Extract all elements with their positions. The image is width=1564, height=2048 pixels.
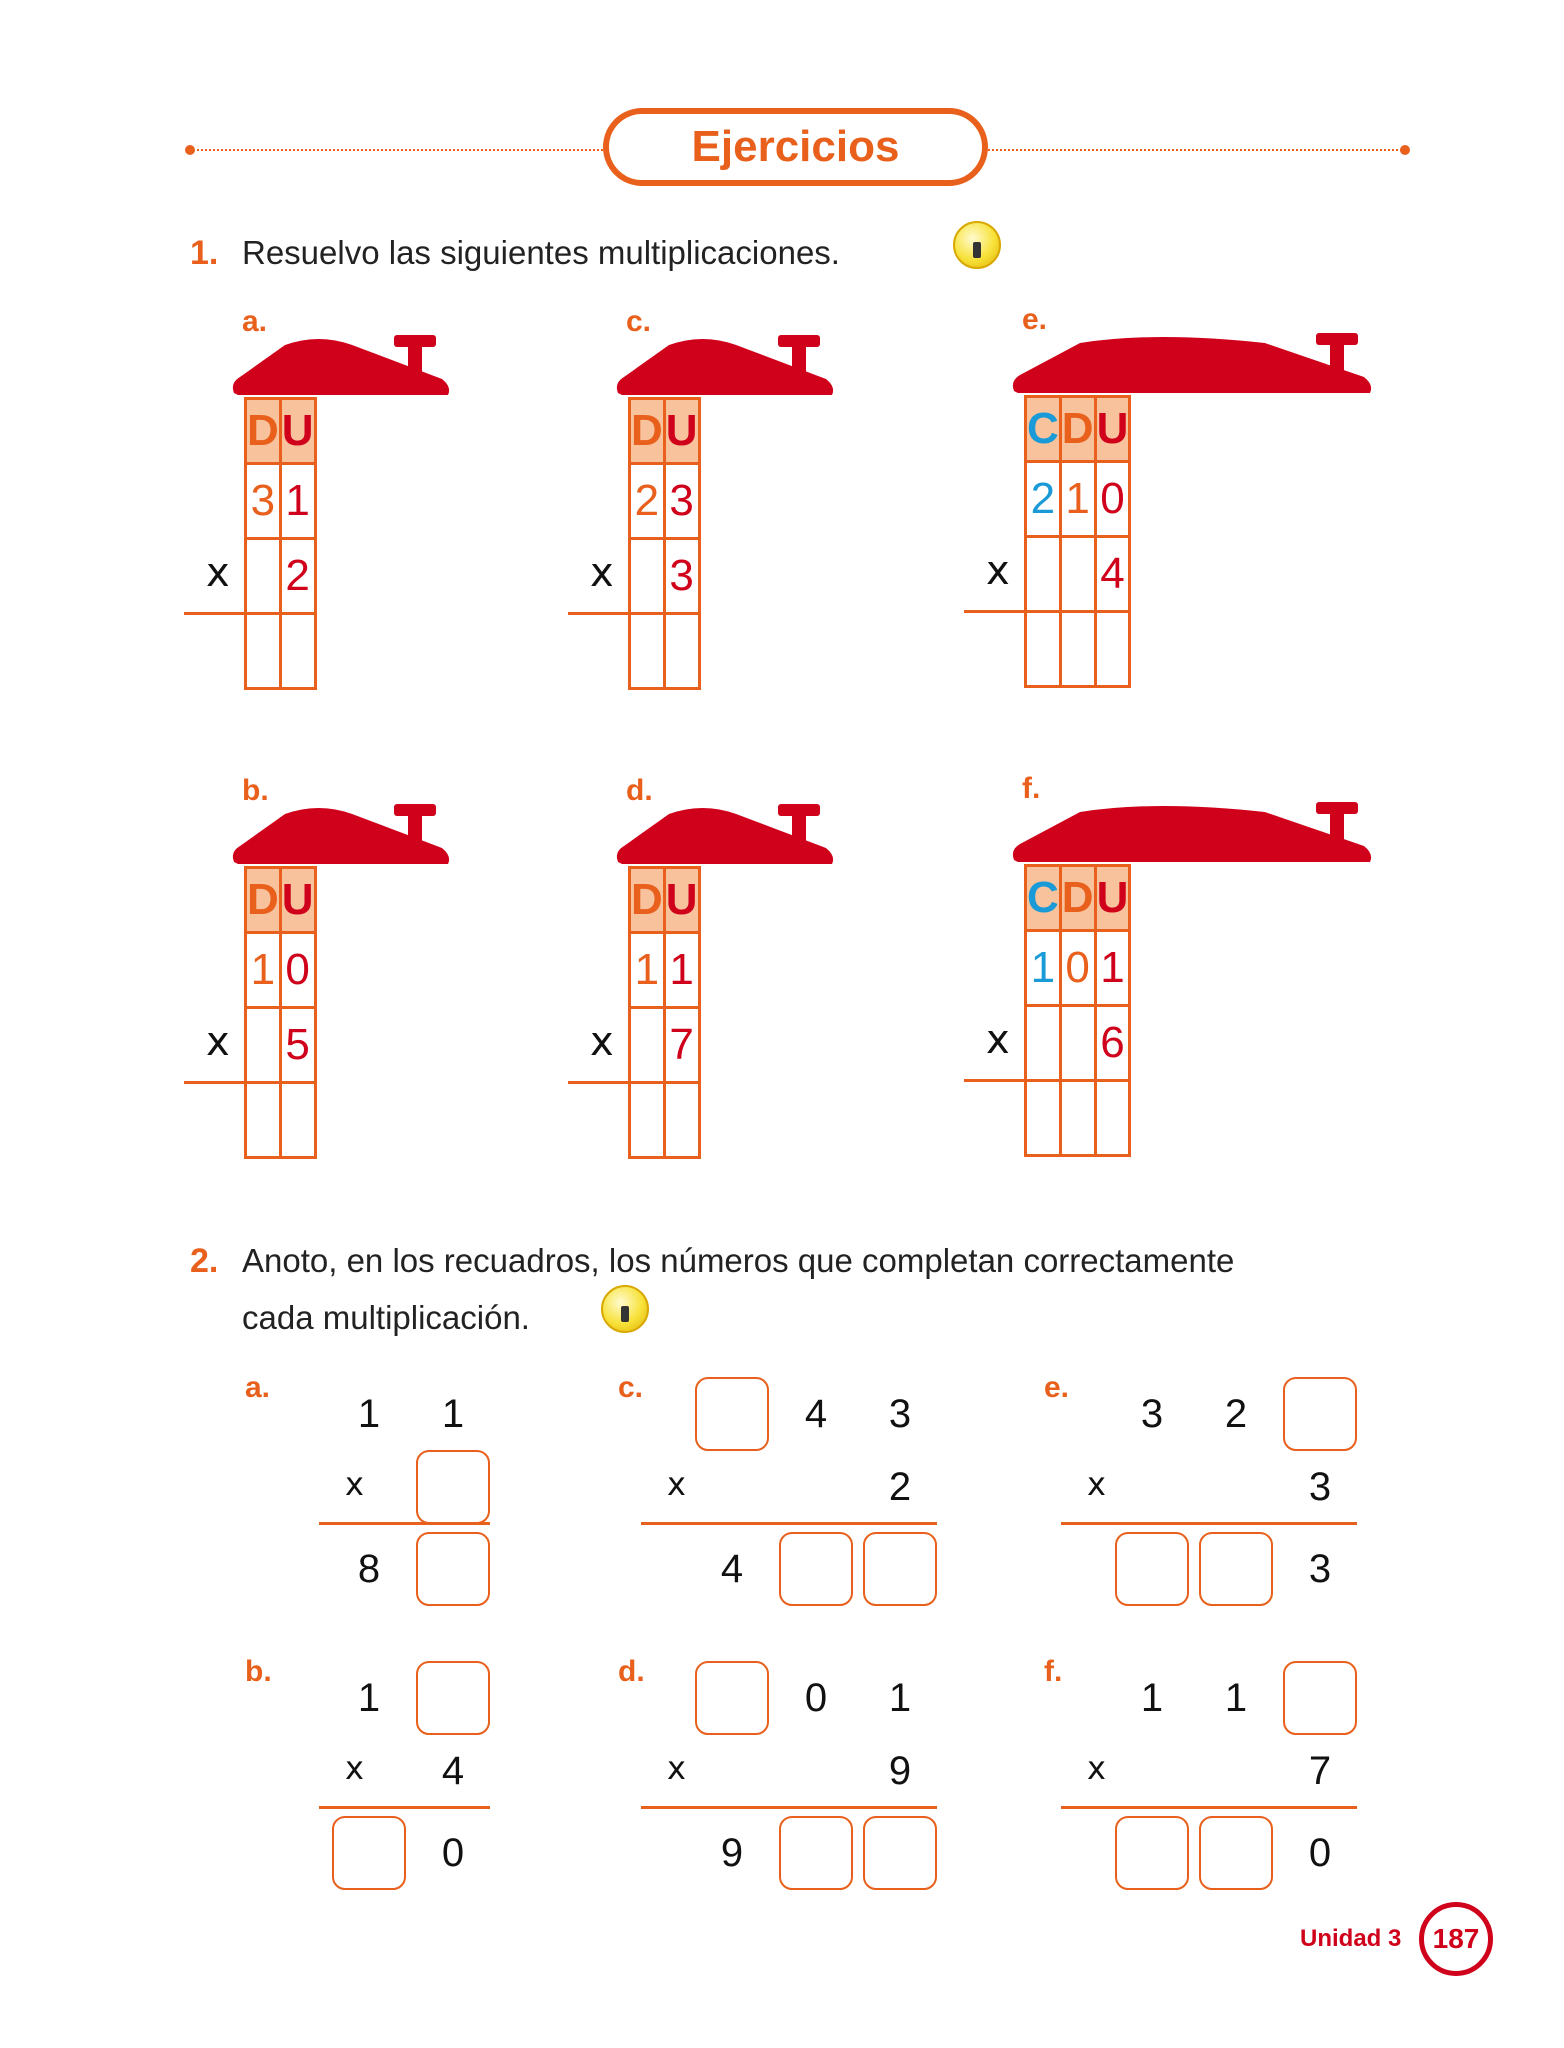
product-digit: 9 bbox=[720, 1830, 744, 1875]
house-roof-icon bbox=[1010, 331, 1374, 397]
multiplicand-cell: 2 bbox=[630, 464, 665, 539]
multiplier-cell bbox=[246, 1008, 281, 1083]
answer-box[interactable] bbox=[863, 1816, 937, 1890]
multiply-sign: x bbox=[667, 1749, 686, 1787]
multiplicand-cell-row bbox=[1026, 931, 1130, 1006]
multiply-sign: x bbox=[1087, 1749, 1106, 1787]
multiplier-cell: 3 bbox=[664, 539, 699, 614]
column-header: U bbox=[1095, 866, 1130, 931]
column-header: D bbox=[630, 868, 665, 933]
multiplier-digit: 2 bbox=[888, 1464, 912, 1509]
house-roof-icon bbox=[230, 333, 452, 399]
column-header: D bbox=[246, 868, 281, 933]
answer-cell[interactable] bbox=[280, 614, 315, 689]
multiplicand-digit: 4 bbox=[804, 1391, 828, 1436]
product-digit: 0 bbox=[1308, 1830, 1332, 1875]
answer-box[interactable] bbox=[1199, 1532, 1273, 1606]
answer-box[interactable] bbox=[1115, 1532, 1189, 1606]
multiplicand-cell-row bbox=[1026, 462, 1130, 537]
multiplier-cell bbox=[1060, 537, 1095, 612]
multiplier-cell-row bbox=[1026, 537, 1130, 612]
multiply-sign: x bbox=[345, 1465, 364, 1503]
multiply-sign: x bbox=[206, 1019, 230, 1065]
answer-cell[interactable] bbox=[1026, 612, 1061, 687]
answer-cell[interactable] bbox=[1060, 1081, 1095, 1156]
multiplier-cell: 2 bbox=[280, 539, 315, 614]
underline bbox=[184, 612, 246, 615]
multiplicand-digit: 0 bbox=[804, 1675, 828, 1720]
multiplicand-cell: 1 bbox=[246, 933, 281, 1008]
multiply-sign: x bbox=[667, 1465, 686, 1503]
answer-box[interactable] bbox=[1115, 1816, 1189, 1890]
answer-cell[interactable] bbox=[1026, 1081, 1061, 1156]
place-value-table bbox=[1024, 395, 1131, 688]
multiply-sign: x bbox=[206, 550, 230, 596]
column-header: D bbox=[1060, 397, 1095, 462]
multiplicand-cell: 3 bbox=[246, 464, 281, 539]
multiplier-digit: 9 bbox=[888, 1748, 912, 1793]
section-title: Ejercicios bbox=[603, 108, 988, 186]
answer-cell-row bbox=[1026, 1081, 1130, 1156]
answer-box[interactable] bbox=[695, 1377, 769, 1451]
underline bbox=[641, 1806, 937, 1809]
exercise-2-number: 2. bbox=[190, 1242, 219, 1280]
multiplier-cell bbox=[246, 539, 281, 614]
house-label: c. bbox=[626, 305, 652, 338]
multiplicand-cell: 1 bbox=[1026, 931, 1061, 1006]
multiplier-cell-row bbox=[1026, 1006, 1130, 1081]
multiplicand-digit: 1 bbox=[1140, 1675, 1164, 1720]
multiplier-digit: 4 bbox=[441, 1748, 465, 1793]
underline bbox=[568, 1081, 630, 1084]
answer-cell-row bbox=[630, 614, 700, 689]
exercise-1-number: 1. bbox=[190, 234, 219, 272]
multiplicand-digit: 1 bbox=[441, 1391, 465, 1436]
lightbulb-icon bbox=[953, 221, 1001, 269]
column-header-row bbox=[630, 868, 700, 933]
answer-box[interactable] bbox=[416, 1450, 490, 1524]
multiplicand-digit: 1 bbox=[357, 1391, 381, 1436]
lightbulb-icon bbox=[601, 1285, 649, 1333]
multiply-sign: x bbox=[345, 1749, 364, 1787]
answer-cell[interactable] bbox=[630, 614, 665, 689]
answer-box[interactable] bbox=[863, 1532, 937, 1606]
place-value-table bbox=[628, 866, 701, 1159]
multiplier-cell-row bbox=[630, 1008, 700, 1083]
multiplicand-cell: 0 bbox=[1095, 462, 1130, 537]
product-digit: 0 bbox=[441, 1830, 465, 1875]
answer-cell[interactable] bbox=[1095, 1081, 1130, 1156]
answer-cell[interactable] bbox=[630, 1083, 665, 1158]
header-line-dot-right bbox=[1400, 145, 1410, 155]
multiplicand-cell: 2 bbox=[1026, 462, 1061, 537]
column-header: D bbox=[246, 399, 281, 464]
multiplier-cell: 6 bbox=[1095, 1006, 1130, 1081]
answer-cell-row bbox=[246, 1083, 316, 1158]
multiplicand-cell: 1 bbox=[1095, 931, 1130, 1006]
multiply-sign: x bbox=[1087, 1465, 1106, 1503]
product-digit: 8 bbox=[357, 1546, 381, 1591]
house-roof-icon bbox=[230, 802, 452, 868]
multiplier-cell bbox=[630, 539, 665, 614]
product-digit: 3 bbox=[1308, 1546, 1332, 1591]
answer-cell[interactable] bbox=[1060, 612, 1095, 687]
multiplicand-cell-row bbox=[246, 933, 316, 1008]
answer-box[interactable] bbox=[1199, 1816, 1273, 1890]
house-label: f. bbox=[1022, 772, 1041, 805]
multiplicand-digit: 1 bbox=[888, 1675, 912, 1720]
multiplicand-cell: 1 bbox=[1060, 462, 1095, 537]
answer-box[interactable] bbox=[779, 1816, 853, 1890]
page-number: 187 bbox=[1419, 1902, 1493, 1976]
multiplicand-cell: 1 bbox=[280, 464, 315, 539]
house-label: a. bbox=[242, 305, 268, 338]
multiplier-cell bbox=[1026, 1006, 1061, 1081]
answer-cell-row bbox=[246, 614, 316, 689]
multiplier-cell-row bbox=[246, 1008, 316, 1083]
multiplicand-digit: 3 bbox=[1140, 1391, 1164, 1436]
multiplicand-cell-row bbox=[246, 464, 316, 539]
answer-box[interactable] bbox=[416, 1532, 490, 1606]
place-value-table bbox=[628, 397, 701, 690]
column-header: U bbox=[280, 868, 315, 933]
answer-cell[interactable] bbox=[664, 1083, 699, 1158]
underline bbox=[319, 1806, 490, 1809]
multiplier-cell bbox=[1060, 1006, 1095, 1081]
answer-cell[interactable] bbox=[664, 614, 699, 689]
exercise-2-instruction-line2: cada multiplicación. bbox=[242, 1299, 530, 1336]
answer-box[interactable] bbox=[695, 1661, 769, 1735]
header-dotted-line-left bbox=[192, 149, 603, 151]
unit-label: Unidad 3 bbox=[1300, 1925, 1402, 1952]
multiplicand-digit: 3 bbox=[888, 1391, 912, 1436]
underline bbox=[319, 1522, 490, 1525]
multiplicand-cell: 0 bbox=[280, 933, 315, 1008]
problem-label: b. bbox=[245, 1655, 272, 1688]
answer-cell-row bbox=[630, 1083, 700, 1158]
multiply-sign: x bbox=[986, 1017, 1010, 1063]
multiplicand-cell: 0 bbox=[1060, 931, 1095, 1006]
multiplier-cell bbox=[630, 1008, 665, 1083]
underline bbox=[964, 610, 1026, 613]
column-header-row bbox=[1026, 397, 1130, 462]
house-label: e. bbox=[1022, 303, 1048, 336]
multiply-sign: x bbox=[590, 1019, 614, 1065]
multiply-sign: x bbox=[986, 548, 1010, 594]
place-value-table bbox=[244, 866, 317, 1159]
answer-box[interactable] bbox=[1283, 1661, 1357, 1735]
place-value-table bbox=[244, 397, 317, 690]
multiplier-cell: 5 bbox=[280, 1008, 315, 1083]
exercise-2-instruction-line1: Anoto, en los recuadros, los números que completan correctamente bbox=[242, 1242, 1235, 1279]
multiplier-digit: 7 bbox=[1308, 1748, 1332, 1793]
answer-box[interactable] bbox=[1283, 1377, 1357, 1451]
answer-box[interactable] bbox=[779, 1532, 853, 1606]
answer-cell-row bbox=[1026, 612, 1130, 687]
multiplicand-cell-row bbox=[630, 933, 700, 1008]
multiplicand-cell-row bbox=[630, 464, 700, 539]
answer-cell[interactable] bbox=[246, 1083, 281, 1158]
multiplier-cell: 7 bbox=[664, 1008, 699, 1083]
multiplier-cell-row bbox=[246, 539, 316, 614]
column-header-row bbox=[630, 399, 700, 464]
underline bbox=[641, 1522, 937, 1525]
problem-label: d. bbox=[618, 1655, 645, 1688]
problem-label: e. bbox=[1044, 1371, 1070, 1404]
multiplicand-cell: 1 bbox=[664, 933, 699, 1008]
problem-label: c. bbox=[618, 1371, 644, 1404]
column-header: D bbox=[1060, 866, 1095, 931]
column-header: U bbox=[664, 868, 699, 933]
column-header-row bbox=[1026, 866, 1130, 931]
column-header: C bbox=[1026, 866, 1061, 931]
answer-cell[interactable] bbox=[246, 614, 281, 689]
column-header: U bbox=[280, 399, 315, 464]
header-dotted-line-right bbox=[988, 149, 1402, 151]
underline bbox=[1061, 1522, 1357, 1525]
column-header-row bbox=[246, 868, 316, 933]
answer-box[interactable] bbox=[416, 1661, 490, 1735]
answer-box[interactable] bbox=[332, 1816, 406, 1890]
problem-label: f. bbox=[1044, 1655, 1063, 1688]
column-header: D bbox=[630, 399, 665, 464]
answer-cell[interactable] bbox=[1095, 612, 1130, 687]
multiplier-cell bbox=[1026, 537, 1061, 612]
multiplicand-digit: 1 bbox=[1224, 1675, 1248, 1720]
multiplicand-digit: 1 bbox=[357, 1675, 381, 1720]
house-roof-icon bbox=[614, 333, 836, 399]
multiplicand-digit: 2 bbox=[1224, 1391, 1248, 1436]
house-roof-icon bbox=[1010, 800, 1374, 866]
column-header-row bbox=[246, 399, 316, 464]
column-header: U bbox=[1095, 397, 1130, 462]
column-header: U bbox=[664, 399, 699, 464]
multiplier-cell: 4 bbox=[1095, 537, 1130, 612]
exercise-1-instruction: Resuelvo las siguientes multiplicaciones. bbox=[242, 234, 840, 271]
answer-cell[interactable] bbox=[280, 1083, 315, 1158]
underline bbox=[1061, 1806, 1357, 1809]
multiplier-cell-row bbox=[630, 539, 700, 614]
underline bbox=[964, 1079, 1026, 1082]
underline bbox=[184, 1081, 246, 1084]
underline bbox=[568, 612, 630, 615]
house-label: b. bbox=[242, 774, 269, 807]
problem-label: a. bbox=[245, 1371, 271, 1404]
multiplicand-cell: 3 bbox=[664, 464, 699, 539]
place-value-table bbox=[1024, 864, 1131, 1157]
multiply-sign: x bbox=[590, 550, 614, 596]
house-roof-icon bbox=[614, 802, 836, 868]
multiplicand-cell: 1 bbox=[630, 933, 665, 1008]
column-header: C bbox=[1026, 397, 1061, 462]
product-digit: 4 bbox=[720, 1546, 744, 1591]
house-label: d. bbox=[626, 774, 653, 807]
multiplier-digit: 3 bbox=[1308, 1464, 1332, 1509]
